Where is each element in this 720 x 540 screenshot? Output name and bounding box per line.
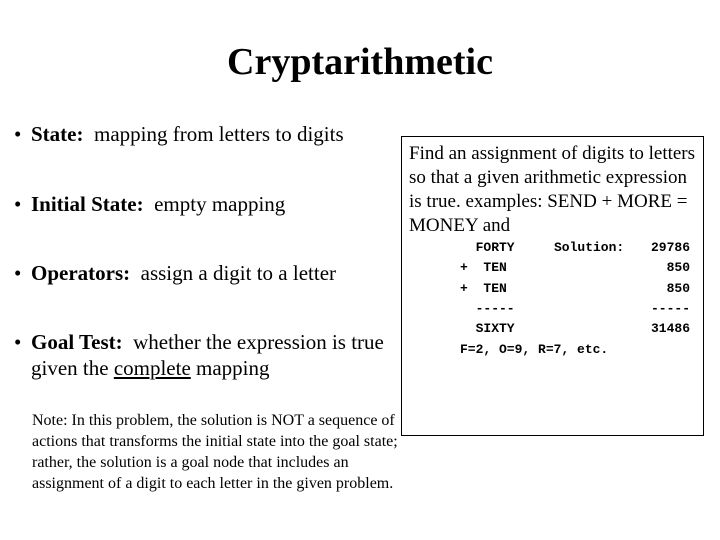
bullet-label: Operators: [31, 261, 131, 285]
bullet-text: empty mapping [143, 192, 286, 216]
bullet-text: whether the expression is true given the [31, 330, 390, 380]
puzzle-line-2: + TEN [460, 260, 507, 275]
puzzle-line-3: + TEN [460, 281, 507, 296]
bullet-state [14, 121, 399, 147]
bullet-label: Initial State: [31, 192, 144, 216]
bullet-marker: • [14, 330, 22, 354]
bullet-initial-state [14, 191, 399, 217]
bullet-text: mapping from letters to digits [83, 122, 344, 146]
puzzle-line-5: SIXTY [460, 321, 515, 336]
bullet-marker: • [14, 122, 22, 146]
puzzle-line-1: FORTY [460, 240, 515, 255]
bullet-marker: • [14, 192, 22, 216]
puzzle-line-4: ----- [460, 301, 515, 316]
solution-line-3: 850 [666, 281, 690, 296]
bullet-text: assign a digit to a letter [130, 261, 337, 285]
solution-line-1: 29786 [650, 240, 690, 255]
solution-line-5: 31486 [650, 321, 690, 336]
bullet-label: State: [31, 122, 84, 146]
solution-line-2: 850 [666, 260, 690, 275]
bullet-label: Goal Test: [31, 330, 123, 354]
bullet-text-end: mapping [190, 356, 270, 380]
solution-label: Solution: [554, 240, 625, 255]
solution-line-4: ----- [650, 301, 690, 316]
puzzle-assignment: F=2, O=9, R=7, etc. [460, 342, 609, 357]
slide-title: Cryptarithmetic [227, 41, 493, 83]
bullet-goal-test [14, 329, 399, 381]
bullet-marker: • [14, 261, 22, 285]
bullet-operators [14, 260, 399, 286]
example-intro: Find an assignment of digits to letters so that a given arithmetic expression is true. examples: SEND + MORE = MONEY and [409, 143, 696, 236]
note-text: Note: In this problem, the solution is NOT a sequence of actions that transforms the initial state into the goal state; rather, the solution is a goal node that includes an assignment of a digit to each letter in the given problem. [32, 412, 398, 492]
underlined-word: complete [113, 356, 191, 380]
